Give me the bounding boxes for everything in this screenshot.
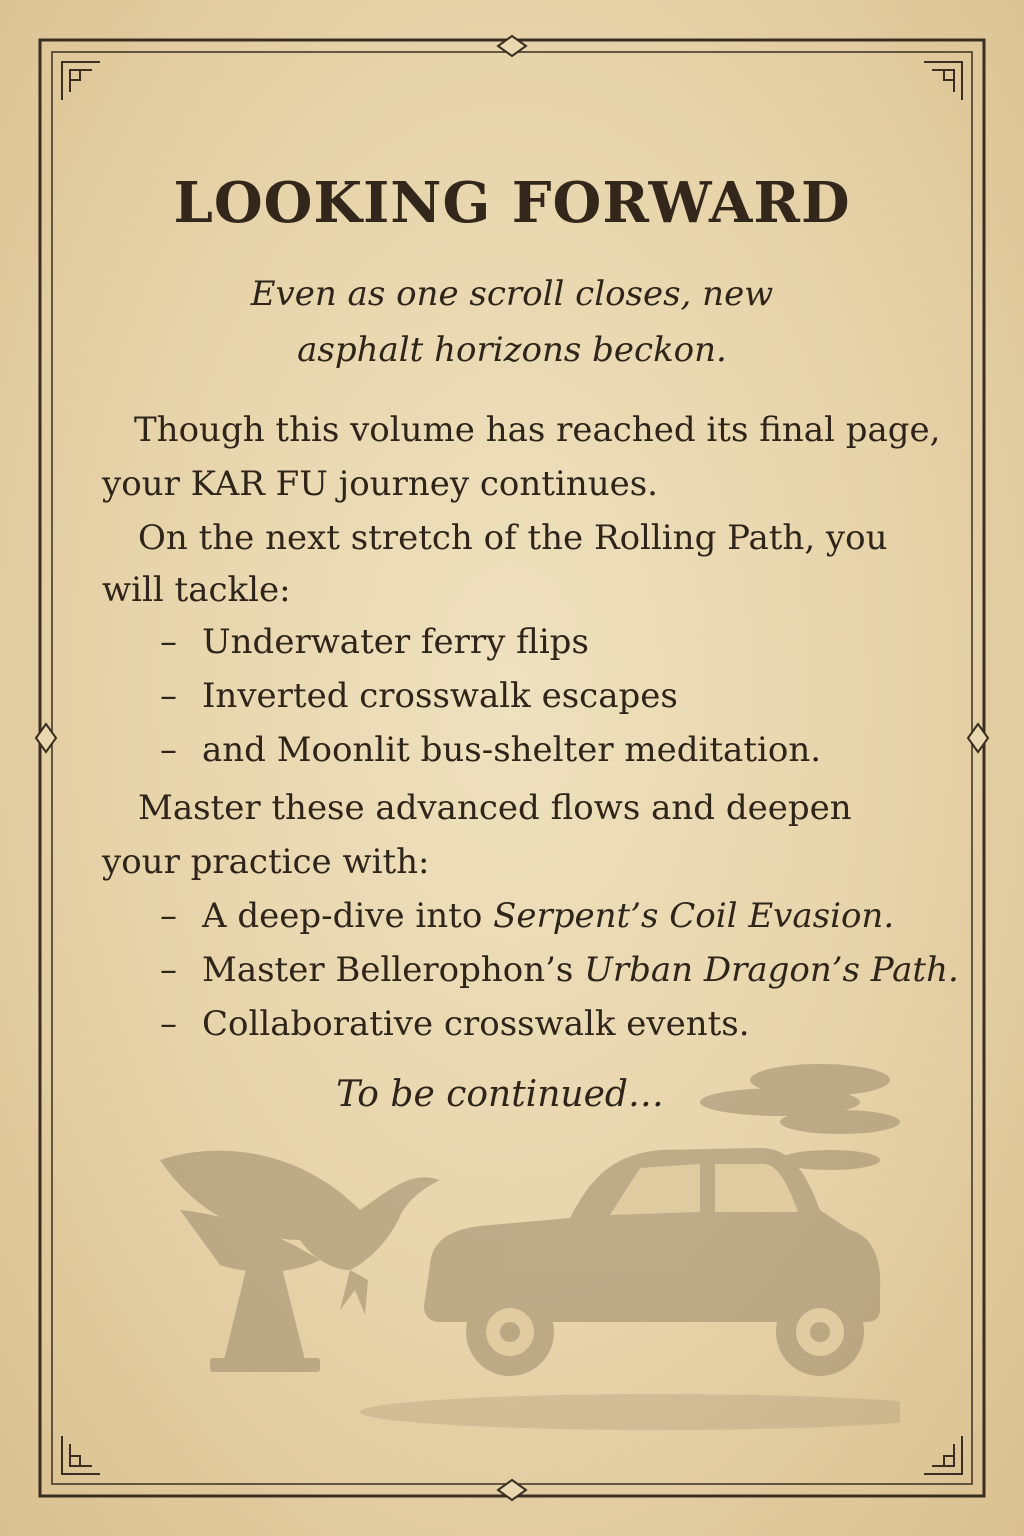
list-2-item bbox=[160, 896, 894, 936]
list-1-item bbox=[160, 622, 589, 662]
paragraph-3-line-1: Master these advanced flows and deepen bbox=[138, 788, 852, 828]
dash-bullet: – bbox=[160, 676, 177, 716]
list-2-item bbox=[160, 950, 959, 990]
paragraph-2-line-1: On the next stretch of the Rolling Path, you bbox=[138, 518, 888, 558]
list-2-item-emphasis: Urban Dragon’s Path. bbox=[584, 950, 959, 990]
subtitle-line-2: asphalt horizons beckon. bbox=[297, 330, 727, 370]
dash-bullet: – bbox=[160, 622, 177, 662]
subtitle bbox=[0, 266, 1024, 378]
list-2-item-emphasis: Serpent’s Coil Evasion. bbox=[493, 896, 895, 936]
list-2-item-text: A deep-dive into bbox=[202, 896, 494, 936]
dash-bullet: – bbox=[160, 950, 177, 990]
dash-bullet: – bbox=[160, 1004, 177, 1044]
list-2-item-text: Master Bellerophon’s bbox=[202, 950, 585, 990]
paragraph-1-line-1: Though this volume has reached its final page, bbox=[134, 410, 941, 450]
list-1-item bbox=[160, 676, 678, 716]
closing-text: To be continued… bbox=[336, 1074, 664, 1115]
paragraph-3-line-2: your practice with: bbox=[102, 842, 430, 882]
paragraph-2-line-2: will tackle: bbox=[102, 570, 291, 610]
subtitle-line-1: Even as one scroll closes, new bbox=[250, 274, 774, 314]
list-1-item bbox=[160, 730, 821, 770]
list-1-item-text: Inverted crosswalk escapes bbox=[202, 676, 678, 716]
list-1-item-text: Underwater ferry flips bbox=[202, 622, 589, 662]
paragraph-1-line-2: your KAR FU journey continues. bbox=[102, 464, 658, 504]
illustration bbox=[140, 1040, 900, 1440]
dash-bullet: – bbox=[160, 730, 177, 770]
list-1-item-text: and Moonlit bus-shelter meditation. bbox=[202, 730, 822, 770]
list-2-item-text: Collaborative crosswalk events. bbox=[202, 1004, 750, 1044]
page-title: LOOKING FORWARD bbox=[173, 170, 851, 236]
dash-bullet: – bbox=[160, 896, 177, 936]
list-2-item bbox=[160, 1004, 750, 1044]
bird-icon bbox=[160, 1151, 440, 1315]
